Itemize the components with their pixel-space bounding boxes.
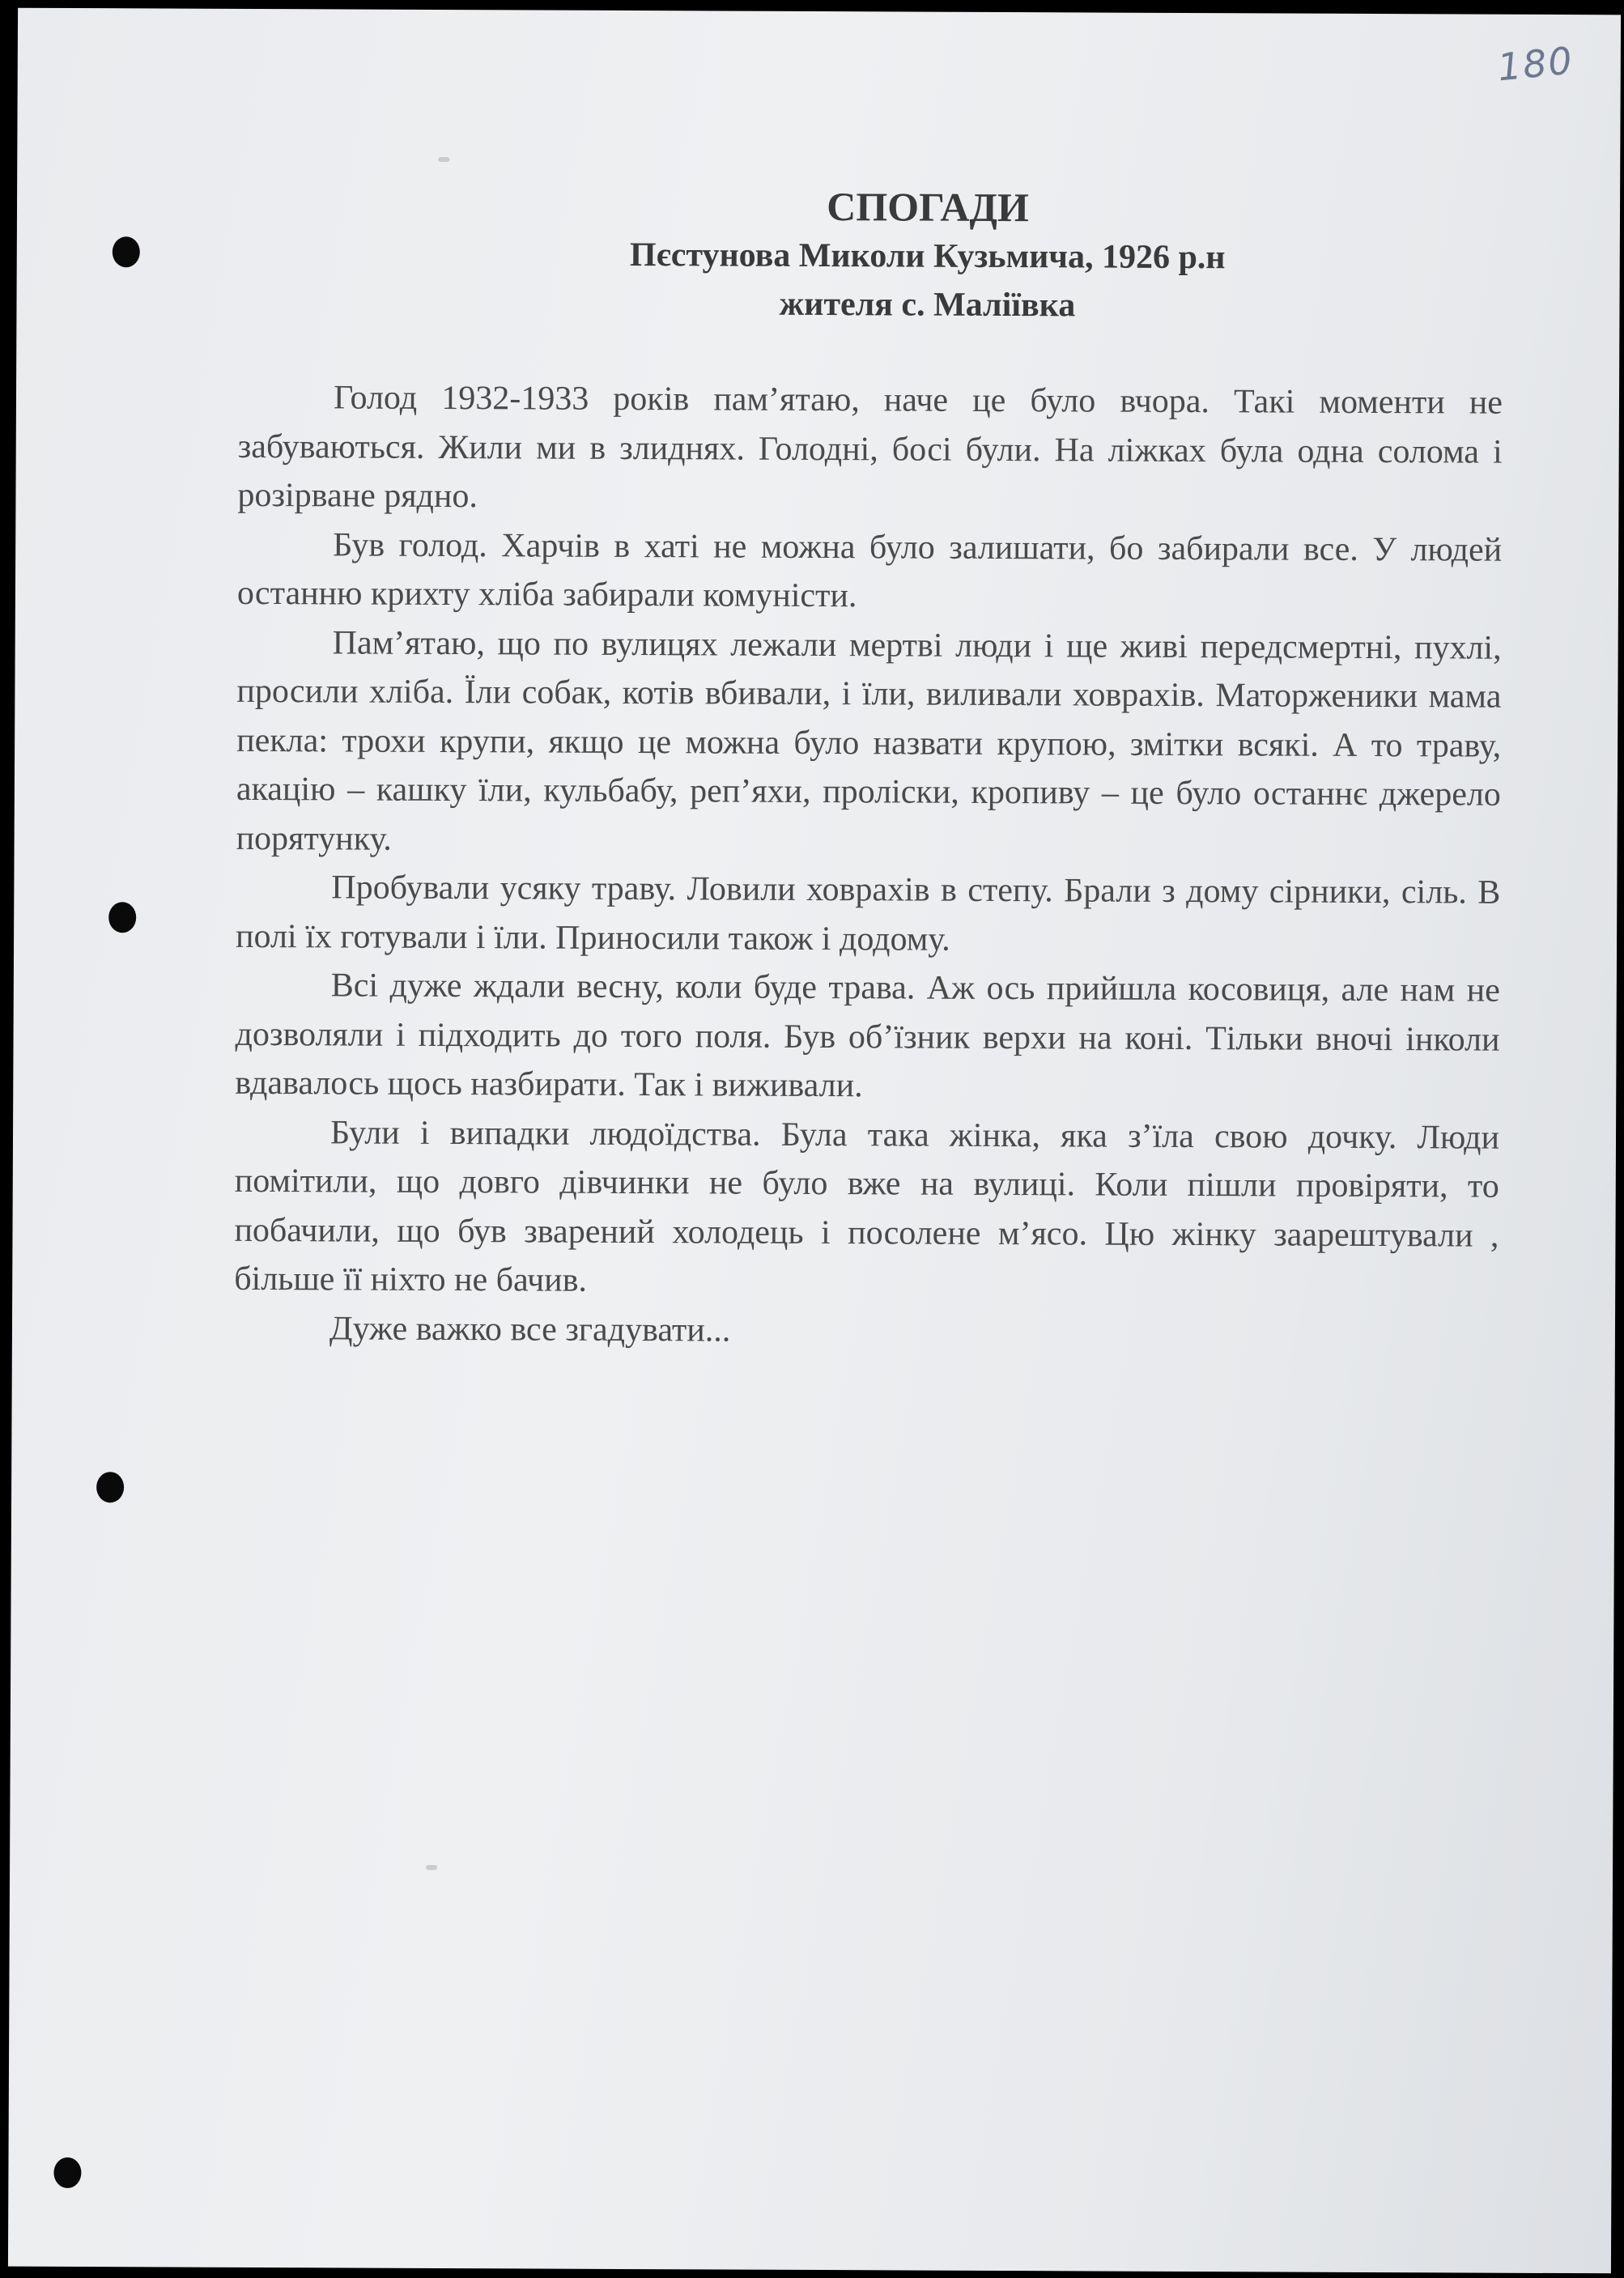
paper-speck — [426, 1865, 437, 1870]
punch-hole — [53, 2157, 81, 2188]
residence-line: жителя с. Маліївка — [779, 285, 1076, 325]
memoir-text — [234, 373, 1503, 1358]
document-page — [8, 8, 1621, 2274]
paragraph: Всі дуже ждали весну, коли буде трава. Аж ось прийшла косовиця, але нам не дозволяли і підходить до того поля. Був об’їзник верхи на коні. Тільки вночі інколи вдавалось щось назбирати. Так і виживали. — [235, 967, 1500, 1105]
paragraph: Пробували усяку траву. Ловили ховрахів в степу. Брали з дому сірники, сіль. В полі їх готували і їли. Приносили також і додому. — [235, 869, 1501, 958]
paragraph: Голод 1932-1933 років пам’ятаю, наче це було вчора. Такі моменти не забуваються. Жили ми в злиднях. Голодні, босі були. На ліжках була одна солома і розірване рядно. — [237, 379, 1503, 516]
paragraph: Був голод. Харчів в хаті не можна було залишати, бо забирали все. У людей останню крихту хліба забирали комуністи. — [236, 525, 1503, 615]
punch-hole — [113, 236, 140, 267]
paragraph: Були і випадки людоїдства. Була така жінка, яка з’їла свою дочку. Люди помітили, що довго дівчинки не було вже на вулиці. Коли пішли провіряти, то побачили, що був зварений холодець і посолене м’ясо. Цю жінку заарештували , більше її ніхто не бачив. — [234, 1113, 1500, 1299]
document-header — [243, 179, 1612, 332]
author-line: Пєстунова Миколи Кузьмича, 1926 р.н — [629, 236, 1226, 277]
punch-hole — [108, 902, 136, 933]
document-title: СПОГАДИ — [827, 184, 1029, 231]
handwritten-page-number: 180 — [1495, 38, 1576, 90]
paper-speck — [438, 157, 449, 162]
paragraph: Дуже важко все згадувати... — [329, 1309, 731, 1349]
punch-hole — [96, 1472, 124, 1502]
paragraph: Пам’ятаю, що по вулицях лежали мертві люди і ще живі передсмертні, пухлі, просили хліба. Їли собак, котів вбивали, і їли, виливали ховрахів. Маторженики мама пекла: трохи крупи, якщо це можна було назвати крупою, змітки всякі. А то траву, акацію – кашку їли, кульбабу, реп’яхи, проліски, кропиву – це було останнє джерело порятунку. — [236, 623, 1502, 858]
